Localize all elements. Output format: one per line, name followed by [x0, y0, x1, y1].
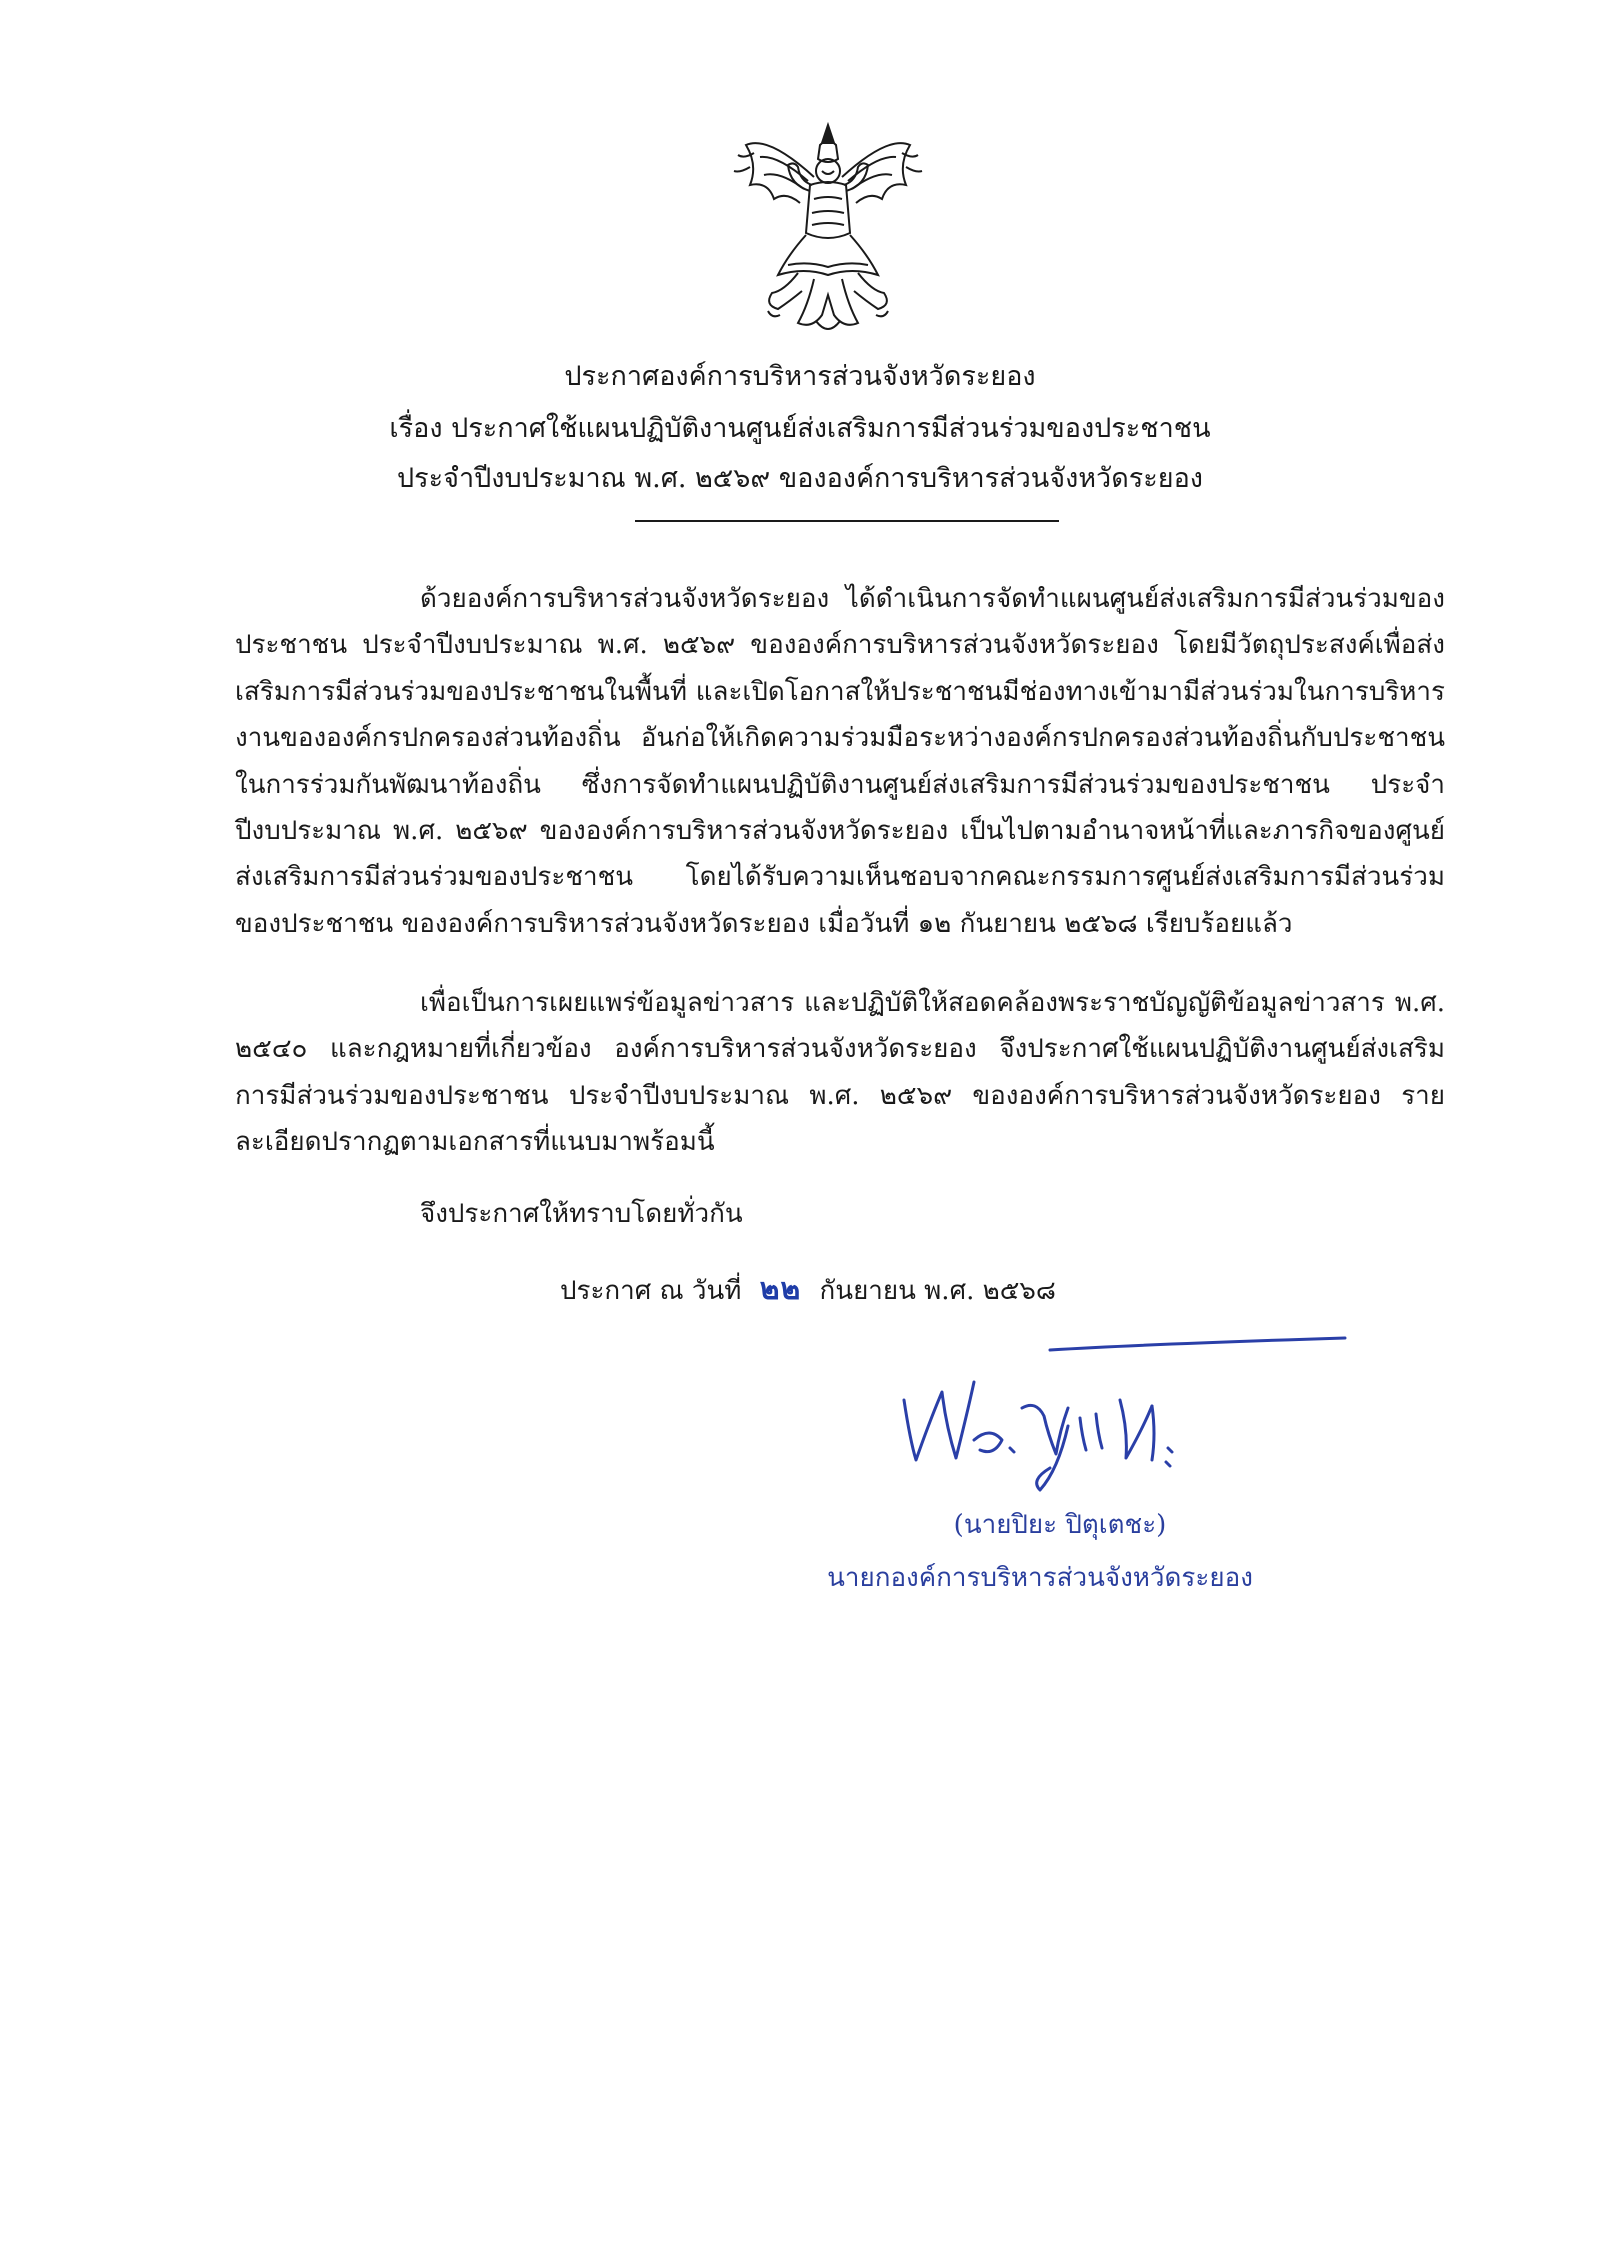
body-paragraph-2: เพื่อเป็นการเผยแพร่ข้อมูลข่าวสาร และปฏิบัติให้สอดคล้องพระราชบัญญัติข้อมูลข่าวสาร พ.ศ. ๒๕๔๐ และกฎหมายที่เกี่ยวข้อง องค์การบริหารส่วนจังหวัดระยอง จึงประกาศใช้แผนปฏิบัติงานศูนย์ส่งเสริมการมีส่วนร่วมของประชาชน ประจำปีงบประมาณ พ.ศ. ๒๕๖๙ ขององค์การบริหารส่วนจังหวัดระยอง รายละเอียดปรากฏตามเอกสารที่แนบมาพร้อมนี้ — [235, 988, 1445, 1158]
date-prefix: ประกาศ ณ วันที่ — [560, 1276, 742, 1306]
announcement-date — [560, 1270, 1056, 1311]
announcement-subject-continued: ประจำปีงบประมาณ พ.ศ. ๒๕๖๙ ขององค์การบริหารส่วนจังหวัดระยอง — [397, 463, 1203, 494]
handwritten-day: ๒๒ — [759, 1272, 802, 1307]
announcement-subject: เรื่อง ประกาศใช้แผนปฏิบัติงานศูนย์ส่งเสริมการมีส่วนร่วมของประชาชน — [389, 413, 1211, 444]
closing-statement: จึงประกาศให้ทราบโดยทั่วกัน — [420, 1199, 743, 1229]
handwritten-signature — [890, 1330, 1360, 1500]
signer-position: นายกองค์การบริหารส่วนจังหวัดระยอง — [827, 1563, 1253, 1593]
garuda-emblem-icon — [728, 115, 928, 345]
date-month-year: กันยายน พ.ศ. ๒๕๖๘ — [819, 1276, 1056, 1306]
body-paragraph-1: ด้วยองค์การบริหารส่วนจังหวัดระยอง ได้ดำเนินการจัดทำแผนศูนย์ส่งเสริมการมีส่วนร่วมของประชาชน ประจำปีงบประมาณ พ.ศ. ๒๕๖๙ ขององค์การบริหารส่วนจังหวัดระยอง โดยมีวัตถุประสงค์เพื่อส่งเสริมการมีส่วนร่วมของประชาชนในพื้นที่ และเปิดโอกาสให้ประชาชนมีช่องทางเข้ามามีส่วนร่วมในการบริหารงานขององค์กรปกครองส่วนท้องถิ่น อันก่อให้เกิดความร่วมมือระหว่างองค์กรปกครองส่วนท้องถิ่นกับประชาชนในการร่วมกันพัฒนาท้องถิ่น ซึ่งการจัดทำแผนปฏิบัติงานศูนย์ส่งเสริมการมีส่วนร่วมของประชาชน ประจำปีงบประมาณ พ.ศ. ๒๕๖๙ ขององค์การบริหารส่วนจังหวัดระยอง เป็นไปตามอำนาจหน้าที่และภารกิจของศูนย์ส่งเสริมการมีส่วนร่วมของประชาชน โดยได้รับความเห็นชอบจากคณะกรรมการศูนย์ส่งเสริมการมีส่วนร่วมของประชาชน ขององค์การบริหารส่วนจังหวัดระยอง เมื่อวันที่ ๑๒ กันยายน ๒๕๖๘ เรียบร้อยแล้ว — [235, 584, 1445, 939]
title-divider — [635, 520, 1059, 522]
signer-name: (นายปิยะ ปิตุเตชะ) — [953, 1510, 1167, 1540]
announcement-issuer: ประกาศองค์การบริหารส่วนจังหวัดระยอง — [564, 361, 1036, 392]
